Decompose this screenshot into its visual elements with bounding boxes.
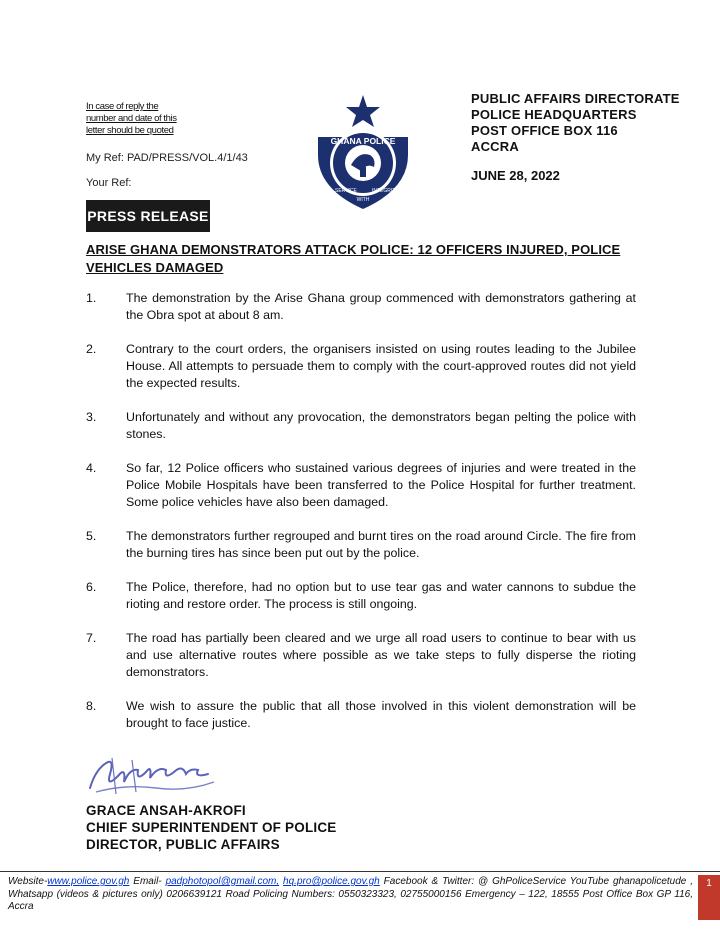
item-text: Unfortunately and without any provocation, the demonstrators began pelting the police with stones.: [126, 410, 636, 441]
list-item: [86, 460, 636, 511]
signatory-title: DIRECTOR, PUBLIC AFFAIRS: [86, 837, 280, 852]
signatory-rank: CHIEF SUPERINTENDENT OF POLICE: [86, 820, 337, 835]
list-item: [86, 630, 636, 681]
item-text: The demonstrators further regrouped and burnt tires on the road around Circle. The fire from the burning tires has since been put out by the police.: [126, 529, 636, 560]
address-line: POLICE HEADQUARTERS: [471, 107, 637, 122]
item-text: Contrary to the court orders, the organisers insisted on using routes leading to the Jubilee House. All attempts to persuade them to comply with the court-approved routes did not yield the expected results.: [126, 342, 636, 390]
item-text: The road has partially been cleared and we urge all road users to continue to bear with us and use alternative routes where possible as we take steps to fully disperse the rioting demonstrators.: [126, 631, 636, 679]
address-line: PUBLIC AFFAIRS DIRECTORATE: [471, 91, 680, 106]
website-label: Website-: [8, 876, 48, 887]
reply-note-line: In case of reply the: [86, 101, 159, 112]
ghana-police-crest-icon: [304, 93, 422, 213]
list-item: [86, 341, 636, 392]
headline: ARISE GHANA DEMONSTRATORS ATTACK POLICE: 12 OFFICERS INJURED, POLICE VEHICLES DAMAGED: [86, 242, 621, 275]
release-date: JUNE 28, 2022: [471, 168, 560, 183]
email-label: Email-: [133, 876, 162, 887]
list-item: [86, 698, 636, 732]
reply-note: [86, 101, 177, 137]
crest-motto-right: INTEGRITY: [372, 188, 399, 194]
footer-contact: [8, 876, 693, 914]
address-line: POST OFFICE BOX 116: [471, 123, 618, 138]
crest-motto-left: SERVICE: [335, 188, 357, 194]
email-link[interactable]: padphotopol@gmail.com,: [165, 876, 280, 887]
item-number: 7.: [86, 631, 97, 645]
crest-motto-mid: WITH: [356, 197, 370, 203]
email-link[interactable]: hq.pro@police.gov.gh: [283, 876, 380, 887]
list-item: [86, 290, 636, 324]
item-number: 4.: [86, 461, 97, 475]
signatory-block: [86, 802, 337, 853]
item-text: We wish to assure the public that all those involved in this violent demonstration will be brought to face justice.: [126, 699, 636, 730]
address-line: ACCRA: [471, 139, 519, 154]
reply-note-line: number and date of this: [86, 113, 177, 124]
signatory-name: GRACE ANSAH-AKROFI: [86, 803, 246, 818]
list-item: [86, 579, 636, 613]
your-ref: Your Ref:: [86, 177, 132, 189]
numbered-list: [86, 290, 636, 749]
page-number: 1: [698, 875, 720, 920]
address-block: [471, 91, 680, 155]
item-number: 1.: [86, 291, 97, 305]
footer-divider: [0, 871, 720, 872]
item-text: The demonstration by the Arise Ghana group commenced with demonstrators gathering at the Obra spot at about 8 am.: [126, 291, 636, 322]
list-item: [86, 409, 636, 443]
item-number: 5.: [86, 529, 97, 543]
my-ref: My Ref: PAD/PRESS/VOL.4/1/43: [86, 152, 248, 164]
item-number: 8.: [86, 699, 97, 713]
item-number: 2.: [86, 342, 97, 356]
reply-note-line: letter should be quoted: [86, 125, 174, 136]
crest-name: GHANA POLICE: [330, 136, 396, 146]
website-link[interactable]: www.police.gov.gh: [47, 876, 130, 887]
signature-icon: [86, 748, 226, 800]
footer-contact-text: Facebook & Twitter: @ GhPoliceService YouTube ghanapolicetude , Whatsapp (videos & pictures only) 0206639121 Road Policing Numbers: 0550323323, 02755000156 Emergency – 122, 18555 Post Office Box GP 116, Accra: [8, 876, 694, 912]
item-number: 6.: [86, 580, 97, 594]
item-text: The Police, therefore, had no option but to use tear gas and water cannons to subdue the rioting and restore order. The process is still ongoing.: [126, 580, 636, 611]
item-text: So far, 12 Police officers who sustained various degrees of injuries and were treated in the Police Mobile Hospitals have been transferred to the Police Hospital for further treatment. Some police vehicles have also been damaged.: [126, 461, 636, 509]
press-release-label: PRESS RELEASE: [86, 200, 210, 232]
item-number: 3.: [86, 410, 97, 424]
list-item: [86, 528, 636, 562]
